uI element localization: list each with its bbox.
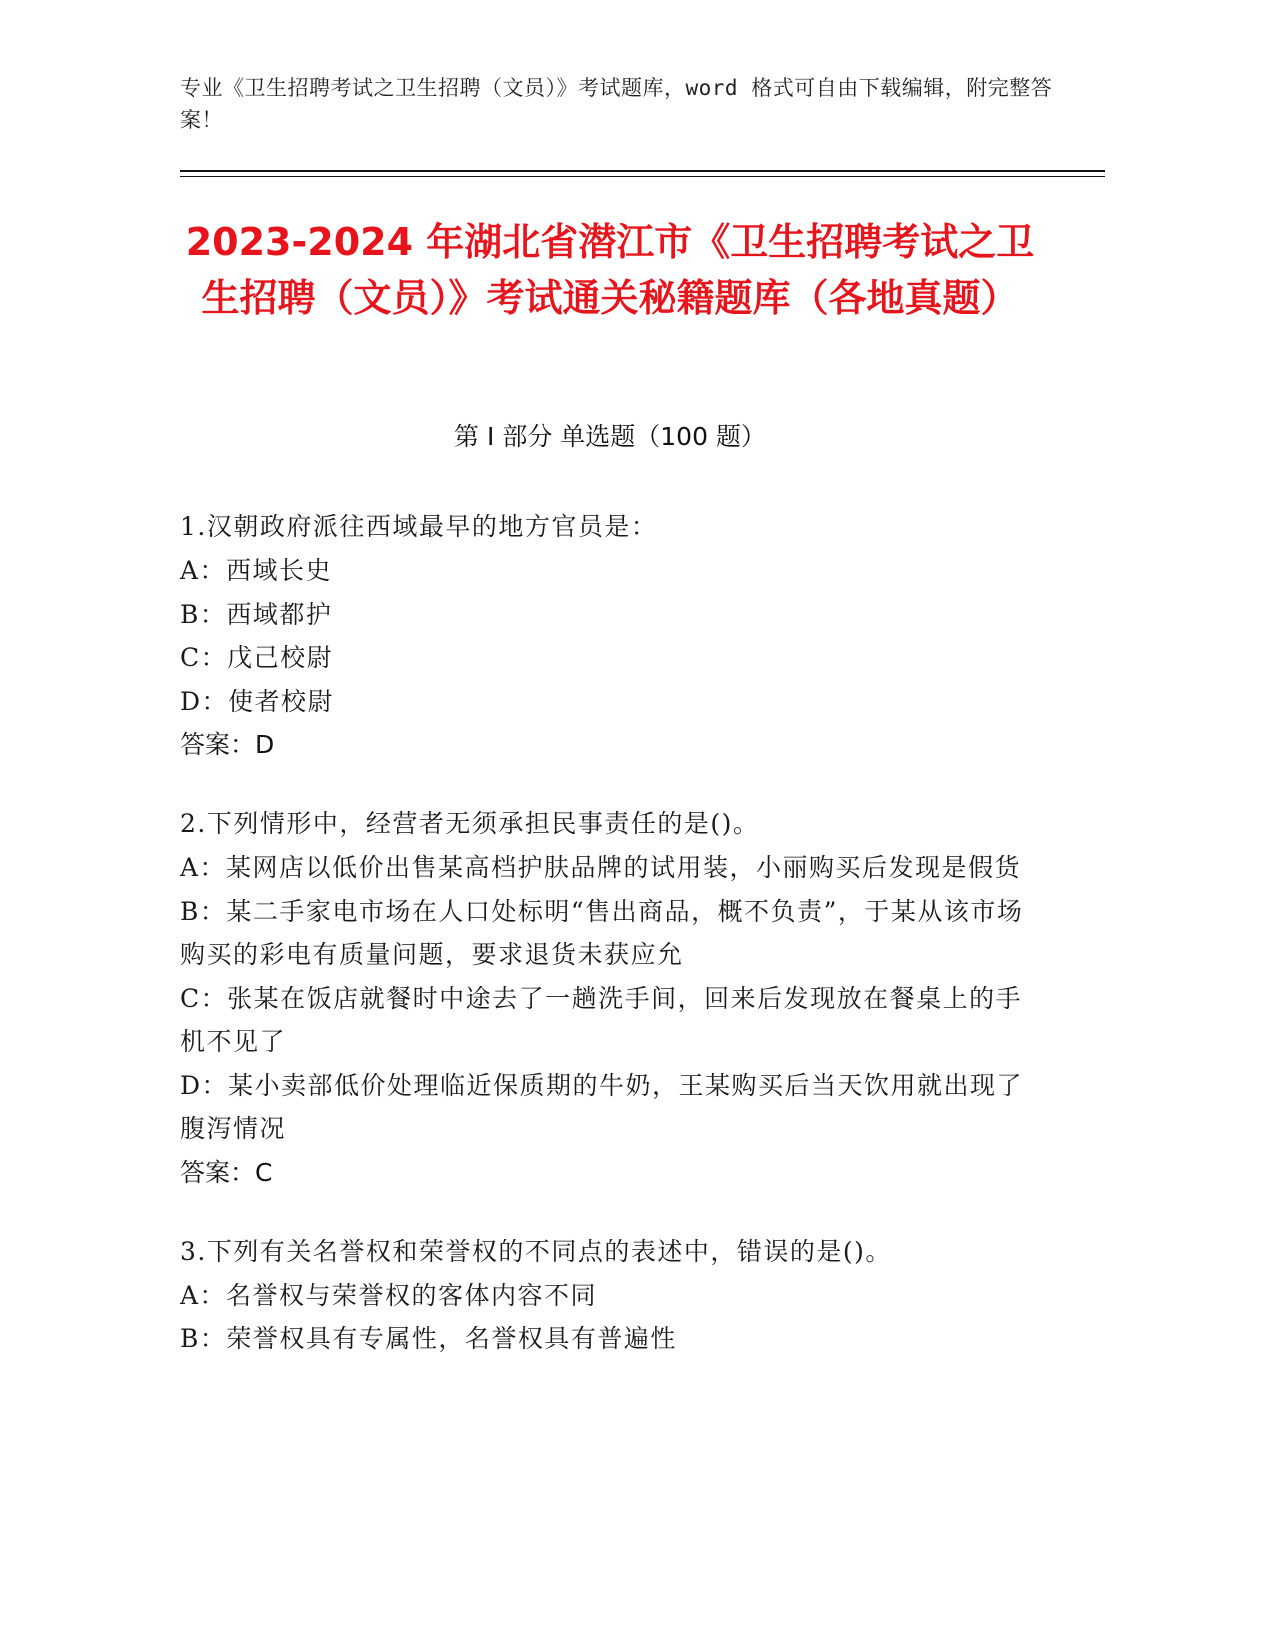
answer: 答案：D — [180, 730, 275, 759]
question-stem: 1.汉朝政府派往西域最早的地方官员是： — [180, 512, 658, 541]
header-rule-thick — [180, 170, 1105, 172]
header-note: 专业《卫生招聘考试之卫生招聘（文员）》考试题库，word 格式可自由下载编辑，附完整答案！ — [180, 76, 1053, 132]
question-1 — [180, 505, 1040, 767]
question-3 — [180, 1230, 1040, 1361]
option-b: B：荣誉权具有专属性，名誉权具有普遍性 — [180, 1324, 677, 1353]
option-c: C：戊己校尉 — [180, 643, 334, 672]
option-b: B：某二手家电市场在人口处标明“售出商品，概不负责”，于某从该市场购买的彩电有质量问题，要求退货未获应允 — [180, 896, 1024, 969]
question-list — [180, 505, 1040, 1396]
question-stem: 2.下列情形中，经营者无须承担民事责任的是()。 — [180, 809, 760, 838]
option-d: D：某小卖部低价处理临近保质期的牛奶，王某购买后当天饮用就出现了腹泻情况 — [180, 1070, 1024, 1143]
option-a: A：某网店以低价出售某高档护肤品牌的试用装，小丽购买后发现是假货 — [180, 853, 1022, 882]
question-2 — [180, 802, 1040, 1195]
option-a: A：西域长史 — [180, 556, 333, 585]
option-a: A：名誉权与荣誉权的客体内容不同 — [180, 1280, 598, 1310]
option-b: B：西域都护 — [180, 599, 333, 629]
section-heading: 第 I 部分 单选题（100 题） — [454, 422, 766, 451]
question-stem: 3.下列有关名誉权和荣誉权的不同点的表述中，错误的是()。 — [180, 1236, 892, 1266]
option-d: D：使者校尉 — [180, 686, 335, 716]
header-rule-thin — [180, 176, 1105, 177]
answer: 答案：C — [180, 1157, 273, 1187]
document-title: 2023-2024 年湖北省潜江市《卫生招聘考试之卫生招聘（文员）》考试通关秘籍题库（各地真题） — [185, 220, 1035, 320]
option-c: C：张某在饭店就餐时中途去了一趟洗手间，回来后发现放在餐桌上的手机不见了 — [180, 983, 1023, 1056]
